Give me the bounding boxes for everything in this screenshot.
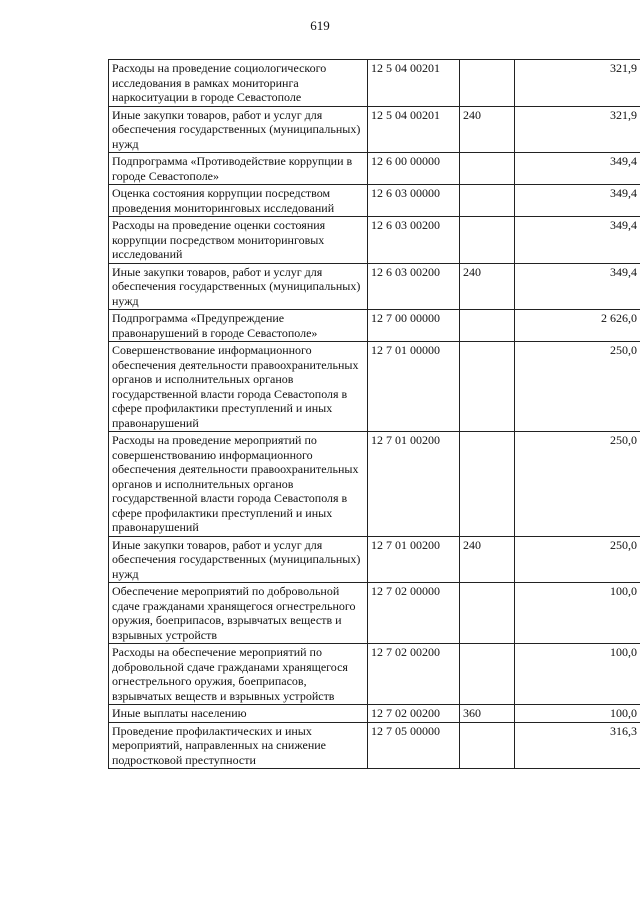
row-name: Расходы на проведение оценки состояния коррупции посредством мониторинговых исследований	[109, 217, 368, 264]
row-name: Расходы на обеспечение мероприятий по добровольной сдаче гражданами хранящегося огнестрельного оружия, боеприпасов, взрывчатых веществ и взрывных устройств	[109, 644, 368, 705]
row-name: Подпрограмма «Противодействие коррупции в городе Севастополе»	[109, 153, 368, 185]
row-type	[460, 342, 515, 432]
row-code: 12 7 02 00200	[368, 705, 460, 723]
row-amount: 321,9	[515, 106, 640, 153]
row-code: 12 5 04 00201	[368, 106, 460, 153]
row-code: 12 7 01 00200	[368, 432, 460, 537]
row-name: Совершенствование информационного обеспечения деятельности правоохранительных органов и исполнительных органов государственной власти города Севастополя в сфере профилактики преступлений и иных правонарушений	[109, 342, 368, 432]
row-amount: 349,4	[515, 217, 640, 264]
row-code: 12 5 04 00201	[368, 60, 460, 107]
row-type: 240	[460, 536, 515, 583]
row-type: 240	[460, 106, 515, 153]
row-name: Расходы на проведение мероприятий по совершенствованию информационного обеспечения деятельности правоохранительных органов и исполнительных органов государственной власти города Севастополя в сфере профилактики преступлений и иных правонарушений	[109, 432, 368, 537]
row-type	[460, 722, 515, 769]
row-type: 240	[460, 263, 515, 310]
row-type	[460, 217, 515, 264]
table-row	[109, 705, 640, 723]
row-amount: 100,0	[515, 583, 640, 644]
row-type	[460, 60, 515, 107]
row-code: 12 7 02 00000	[368, 583, 460, 644]
row-amount: 349,4	[515, 263, 640, 310]
row-name: Проведение профилактических и иных мероприятий, направленных на снижение подростковой преступности	[109, 722, 368, 769]
table-row	[109, 263, 640, 310]
row-name: Расходы на проведение социологического исследования в рамках мониторинга наркоситуации в городе Севастополе	[109, 60, 368, 107]
row-code: 12 7 01 00000	[368, 342, 460, 432]
table-row	[109, 644, 640, 705]
row-amount: 316,3	[515, 722, 640, 769]
row-type	[460, 185, 515, 217]
row-name: Иные закупки товаров, работ и услуг для обеспечения государственных (муниципальных) нужд	[109, 263, 368, 310]
row-name: Оценка состояния коррупции посредством проведения мониторинговых исследований	[109, 185, 368, 217]
table-row	[109, 583, 640, 644]
row-type	[460, 310, 515, 342]
row-amount: 250,0	[515, 342, 640, 432]
row-amount: 250,0	[515, 536, 640, 583]
row-amount: 100,0	[515, 705, 640, 723]
row-code: 12 7 00 00000	[368, 310, 460, 342]
table-row	[109, 432, 640, 537]
table-row	[109, 60, 640, 107]
table-row	[109, 342, 640, 432]
row-amount: 2 626,0	[515, 310, 640, 342]
row-type	[460, 583, 515, 644]
page-number: 619	[310, 18, 330, 33]
row-amount: 349,4	[515, 185, 640, 217]
row-type	[460, 432, 515, 537]
table-row	[109, 153, 640, 185]
row-code: 12 6 03 00000	[368, 185, 460, 217]
table-row	[109, 722, 640, 769]
table-row	[109, 217, 640, 264]
row-code: 12 7 02 00200	[368, 644, 460, 705]
row-name: Обеспечение мероприятий по добровольной сдаче гражданами хранящегося огнестрельного оружия, боеприпасов, взрывчатых веществ и взрывных устройств	[109, 583, 368, 644]
row-amount: 250,0	[515, 432, 640, 537]
row-name: Подпрограмма «Предупреждение правонарушений в городе Севастополе»	[109, 310, 368, 342]
row-code: 12 6 00 00000	[368, 153, 460, 185]
row-name: Иные выплаты населению	[109, 705, 368, 723]
budget-table-body	[109, 60, 640, 769]
budget-table	[108, 59, 640, 769]
table-row	[109, 106, 640, 153]
row-amount: 349,4	[515, 153, 640, 185]
table-row	[109, 536, 640, 583]
row-name: Иные закупки товаров, работ и услуг для обеспечения государственных (муниципальных) нужд	[109, 536, 368, 583]
row-name: Иные закупки товаров, работ и услуг для обеспечения государственных (муниципальных) нужд	[109, 106, 368, 153]
table-row	[109, 185, 640, 217]
table-row	[109, 310, 640, 342]
row-code: 12 6 03 00200	[368, 217, 460, 264]
row-code: 12 6 03 00200	[368, 263, 460, 310]
row-code: 12 7 05 00000	[368, 722, 460, 769]
row-amount: 321,9	[515, 60, 640, 107]
row-code: 12 7 01 00200	[368, 536, 460, 583]
row-amount: 100,0	[515, 644, 640, 705]
row-type	[460, 644, 515, 705]
row-type	[460, 153, 515, 185]
row-type: 360	[460, 705, 515, 723]
